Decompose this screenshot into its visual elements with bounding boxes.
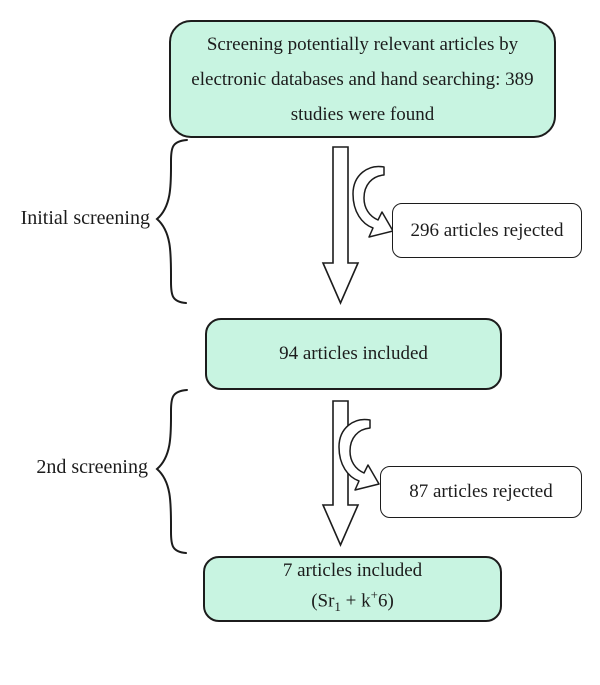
initial-screening-brace-icon [157,140,187,303]
stage-label-second-screening: 2nd screening [36,456,148,478]
final-box-formula [311,583,394,619]
source-box-line-3: studies were found [290,103,435,125]
rejected-box-1 [392,203,582,258]
down-arrow-1 [323,147,358,303]
rejected-box-1-label: 296 articles rejected [410,219,564,241]
rejected-box-2-label: 87 articles rejected [409,481,553,503]
rejected-box-2 [380,466,582,518]
formula-mid: + k [340,590,371,612]
formula-subscript: 1 [334,599,341,615]
included-box [205,318,502,390]
second-screening-brace-icon [157,390,187,553]
stage-label-initial-screening: Initial screening [20,207,150,229]
curved-arrow-icon-1 [353,167,393,237]
formula-open: (Sr [311,590,335,612]
final-box-line-1: 7 articles included [282,559,423,581]
source-box-line-2: electronic databases and hand searching: 389 [191,68,534,90]
final-box [203,556,502,622]
source-box [169,20,556,138]
included-box-label: 94 articles included [279,343,428,365]
formula-superscript: + [370,586,378,602]
formula-close: 6) [377,590,394,612]
source-box-line-1: Screening potentially relevant articles by [206,33,519,55]
